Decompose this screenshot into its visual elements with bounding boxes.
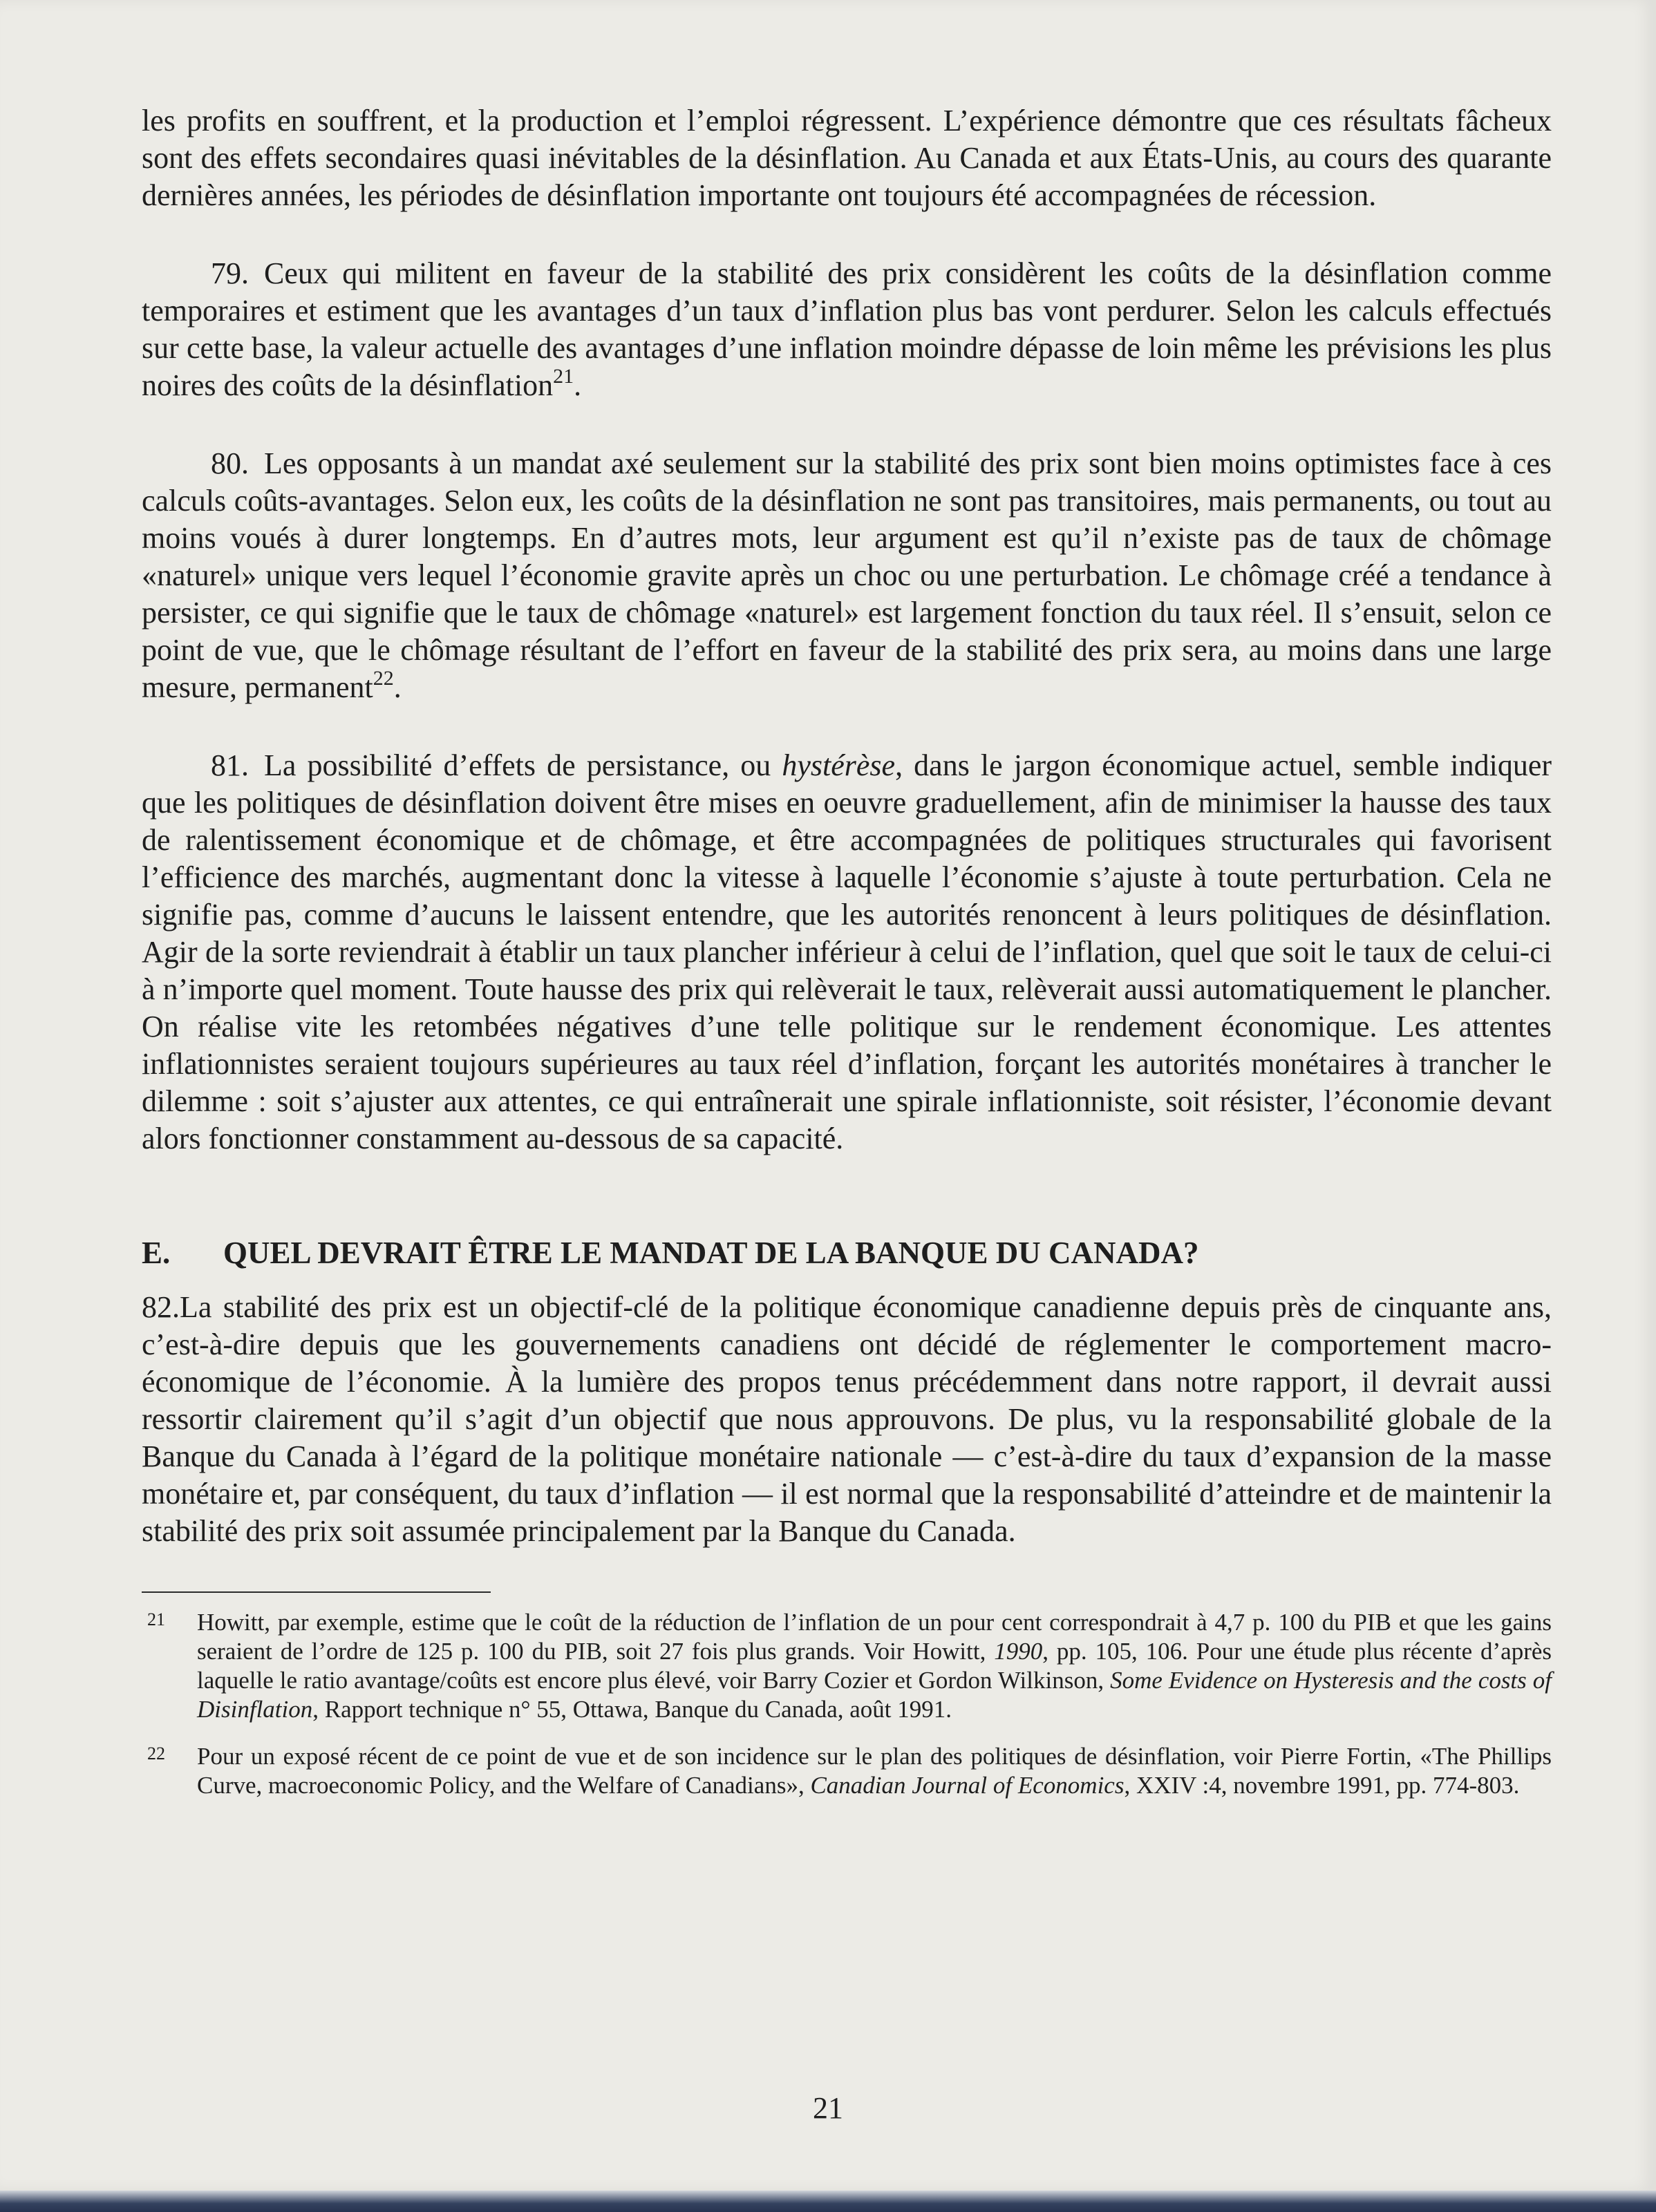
paragraph-tail: .	[574, 368, 582, 402]
continuation-paragraph	[142, 102, 1552, 214]
paragraph-number: 81.	[211, 748, 249, 782]
footnote-22	[142, 1742, 1552, 1800]
footnote-text: , pp. 105, 106. Pour une étude plus récente d’après laquelle le ratio avantage/coûts est encore plus élevé, voir Barry Cozier et Gordon Wilkinson,	[197, 1638, 1552, 1694]
footnote-21	[142, 1608, 1552, 1724]
paragraph-text: La stabilité des prix est un objectif-clé de la politique économique canadienne depuis près de cinquante ans, c’est-à-dire depuis que les gouvernements canadiens ont décidé de réglementer le comportement macro-économique de l’économie. À la lumière des propos tenus précédemment dans notre rapport, il devrait aussi ressortir clairement qu’il s’agit d’un objectif que nous approuvons. De plus, vu la responsabilité globale de la Banque du Canada à l’égard de la politique monétaire nationale — c’est-à-dire du taux d’expansion de la masse monétaire et, par conséquent, du taux d’inflation — il est normal que la responsabilité d’atteindre et de maintenir la stabilité des prix soit assumée principalement par la Banque du Canada.	[142, 1290, 1552, 1548]
paragraph-79	[142, 255, 1552, 404]
footnote-reference[interactable]: 22	[373, 667, 394, 690]
section-title: QUEL DEVRAIT ÊTRE LE MANDAT DE LA BANQUE DU CANADA?	[223, 1236, 1199, 1270]
paragraph-number: 79.	[211, 256, 249, 290]
footnote-text: Howitt, par exemple, estime que le coût de la réduction de l’inflation de un pour cent correspondrait à 4,7 p. 100 du PIB et que les gains seraient de l’ordre de 125 p. 100 du PIB, soit 27 fois plus grands. Voir Howitt,	[197, 1609, 1552, 1665]
paragraph-81	[142, 747, 1552, 1157]
paragraph-82	[142, 1289, 1552, 1550]
footnote-reference[interactable]: 21	[553, 365, 574, 388]
footnote-separator	[142, 1591, 491, 1593]
footnote-italic: 1990	[994, 1638, 1043, 1665]
paragraph-text-continued: , dans le jargon économique actuel, semble indiquer que les politiques de désinflation doivent être mises en oeuvre graduellement, afin de minimiser la hausse des taux de ralentissement économique et de chômage, et être accompagnées de politiques structurales qui favorisent l’efficience des marchés, augmentant donc la vitesse à laquelle l’économie s’ajuste à toute perturbation. Cela ne signifie pas, comme d’aucuns le laissent entendre, que les autorités renoncent à leurs politiques de désinflation. Agir de la sorte reviendrait à établir un taux plancher inférieur à celui de l’inflation, quel que soit le taux de celui-ci à n’importe quel moment. Toute hausse des prix qui relèverait le taux, relèverait aussi automatiquement le plancher. On réalise vite les retombées négatives d’une telle politique sur le rendement économique. Les attentes inflationnistes seraient toujours supérieures au taux réel d’inflation, forçant les autorités monétaires à trancher le dilemme : soit s’ajuster aux attentes, ce qui entraînerait une spirale inflationniste, soit résister, l’économie devant alors fonctionner constamment au-dessous de sa capacité.	[142, 748, 1552, 1155]
footnote-text: , Rapport technique n° 55, Ottawa, Banque du Canada, août 1991.	[312, 1696, 952, 1723]
footnote-number: 22	[147, 1743, 165, 1764]
paragraph-number: 82.	[142, 1290, 180, 1324]
footnote-italic: Some Evidence on Hysteresis and the costs of Disinflation	[197, 1667, 1552, 1723]
italic-term: hystérèse	[782, 748, 896, 782]
paragraph-text: Ceux qui militent en faveur de la stabilité des prix considèrent les coûts de la désinflation comme temporaires et estiment que les avantages d’un taux d’inflation plus bas vont perdurer. Selon les calculs effectués sur cette base, la valeur actuelle des avantages d’une inflation moindre dépasse de loin même les prévisions les plus noires des coûts de la désinflation	[142, 256, 1552, 402]
section-letter: E.	[142, 1236, 171, 1270]
paragraph-tail: .	[393, 670, 402, 704]
paragraph-80	[142, 445, 1552, 706]
continuation-text: les profits en souffrent, et la production et l’emploi régressent. L’expérience démontre que ces résultats fâcheux sont des effets secondaires quasi inévitables de la désinflation. Au Canada et aux États-Unis, au cours des quarante dernières années, les périodes de désinflation importante ont toujours été accompagnées de récession.	[142, 104, 1552, 212]
paragraph-number: 80.	[211, 446, 249, 480]
section-heading	[142, 1233, 1552, 1272]
paragraph-text: Les opposants à un mandat axé seulement sur la stabilité des prix sont bien moins optimistes face à ces calculs coûts-avantages. Selon eux, les coûts de la désinflation ne sont pas transitoires, mais permanents, ou tout au moins voués à durer longtemps. En d’autres mots, leur argument est qu’il n’existe pas de taux de chômage «naturel» unique vers lequel l’économie gravite après un choc ou une perturbation. Le chômage créé a tendance à persister, ce qui signifie que le taux de chômage «naturel» est largement fonction du taux réel. Il s’ensuit, selon ce point de vue, que le chômage résultant de l’effort en faveur de la stabilité des prix sera, au moins dans une large mesure, permanent	[142, 446, 1552, 704]
page-number: 21	[813, 2091, 843, 2125]
footnote-text: Pour un exposé récent de ce point de vue et de son incidence sur le plan des politiques de désinflation, voir Pierre Fortin, «The Phillips Curve, macroeconomic Policy, and the Welfare of Canadians»,	[197, 1743, 1552, 1799]
footnote-number: 21	[147, 1609, 165, 1629]
footnote-italic: Canadian Journal of Economics	[810, 1772, 1125, 1799]
footnote-text: , XXIV :4, novembre 1991, pp. 774-803.	[1124, 1772, 1520, 1799]
binding-edge	[0, 2191, 1656, 2212]
paragraph-text: La possibilité d’effets de persistance, ou	[264, 748, 782, 782]
page-content	[142, 102, 1552, 1818]
